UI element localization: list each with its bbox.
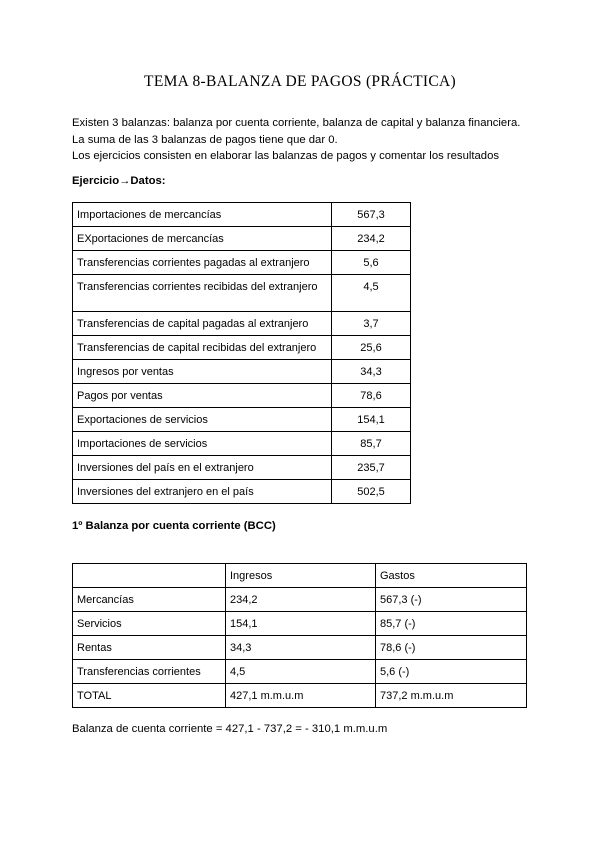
gastos-cell: 567,3 (-) [376, 588, 527, 612]
ingresos-cell: 154,1 [226, 612, 376, 636]
row-value: 154,1 [332, 408, 411, 432]
gastos-cell: 5,6 (-) [376, 660, 527, 684]
ingresos-cell: 427,1 m.m.u.m [226, 684, 376, 708]
row-label: Exportaciones de servicios [73, 408, 332, 432]
gastos-cell: 78,6 (-) [376, 636, 527, 660]
row-label: Transferencias corrientes [73, 660, 226, 684]
table-row [73, 336, 411, 360]
row-label: Transferencias corrientes pagadas al extranjero [73, 251, 332, 275]
intro-paragraph [72, 115, 520, 165]
table-row [73, 203, 411, 227]
intro-line: Los ejercicios consisten en elaborar las balanzas de pagos y comentar los resultados [72, 150, 500, 162]
table-row [73, 432, 411, 456]
row-value: 567,3 [332, 203, 411, 227]
row-value: 85,7 [332, 432, 411, 456]
table-row [73, 251, 411, 275]
row-label: Ingresos por ventas [73, 360, 332, 384]
page-title: TEMA 8-BALANZA DE PAGOS (PRÁCTICA) [144, 73, 456, 90]
table-row [73, 312, 411, 336]
table-row [73, 275, 411, 312]
row-label: Importaciones de mercancías [73, 203, 332, 227]
table-row [73, 636, 527, 660]
row-label: Inversiones del extranjero en el país [73, 480, 332, 504]
row-value: 234,2 [332, 227, 411, 251]
gastos-cell: 737,2 m.m.u.m [376, 684, 527, 708]
ingresos-cell: 4,5 [226, 660, 376, 684]
row-label: Inversiones del país en el extranjero [73, 456, 332, 480]
row-label: Transferencias corrientes recibidas del extranjero [73, 275, 332, 312]
row-label: Mercancías [73, 588, 226, 612]
table-row [73, 588, 527, 612]
table-row [73, 660, 527, 684]
table-header-row [73, 564, 527, 588]
row-label: Transferencias de capital pagadas al extranjero [73, 312, 332, 336]
row-value: 34,3 [332, 360, 411, 384]
ingresos-cell: 34,3 [226, 636, 376, 660]
bcc-heading: 1º Balanza por cuenta corriente (BCC) [72, 520, 276, 532]
intro-line: Existen 3 balanzas: balanza por cuenta corriente, balanza de capital y balanza financiera. [72, 117, 521, 129]
row-label: EXportaciones de mercancías [73, 227, 332, 251]
table-row [73, 480, 411, 504]
row-label: Importaciones de servicios [73, 432, 332, 456]
table-total-row [73, 684, 527, 708]
column-header: Gastos [376, 564, 527, 588]
datos-table [72, 202, 411, 504]
row-label: Servicios [73, 612, 226, 636]
gastos-cell: 85,7 (-) [376, 612, 527, 636]
bcc-table [72, 563, 527, 708]
row-value: 5,6 [332, 251, 411, 275]
table-row [73, 227, 411, 251]
table-row [73, 360, 411, 384]
row-label: Transferencias de capital recibidas del extranjero [73, 336, 332, 360]
table-row [73, 612, 527, 636]
row-label: TOTAL [73, 684, 226, 708]
table-row [73, 384, 411, 408]
row-value: 4,5 [332, 275, 411, 312]
row-value: 78,6 [332, 384, 411, 408]
column-header: Ingresos [226, 564, 376, 588]
row-label: Rentas [73, 636, 226, 660]
exercise-heading: Ejercicio→Datos: [72, 175, 166, 187]
row-value: 25,6 [332, 336, 411, 360]
ingresos-cell: 234,2 [226, 588, 376, 612]
balance-result: Balanza de cuenta corriente = 427,1 - 737,2 = - 310,1 m.m.u.m [72, 723, 388, 735]
intro-line: La suma de las 3 balanzas de pagos tiene que dar 0. [72, 133, 338, 146]
column-header [73, 564, 226, 588]
row-value: 235,7 [332, 456, 411, 480]
table-row [73, 456, 411, 480]
row-label: Pagos por ventas [73, 384, 332, 408]
row-value: 502,5 [332, 480, 411, 504]
row-value: 3,7 [332, 312, 411, 336]
table-row [73, 408, 411, 432]
